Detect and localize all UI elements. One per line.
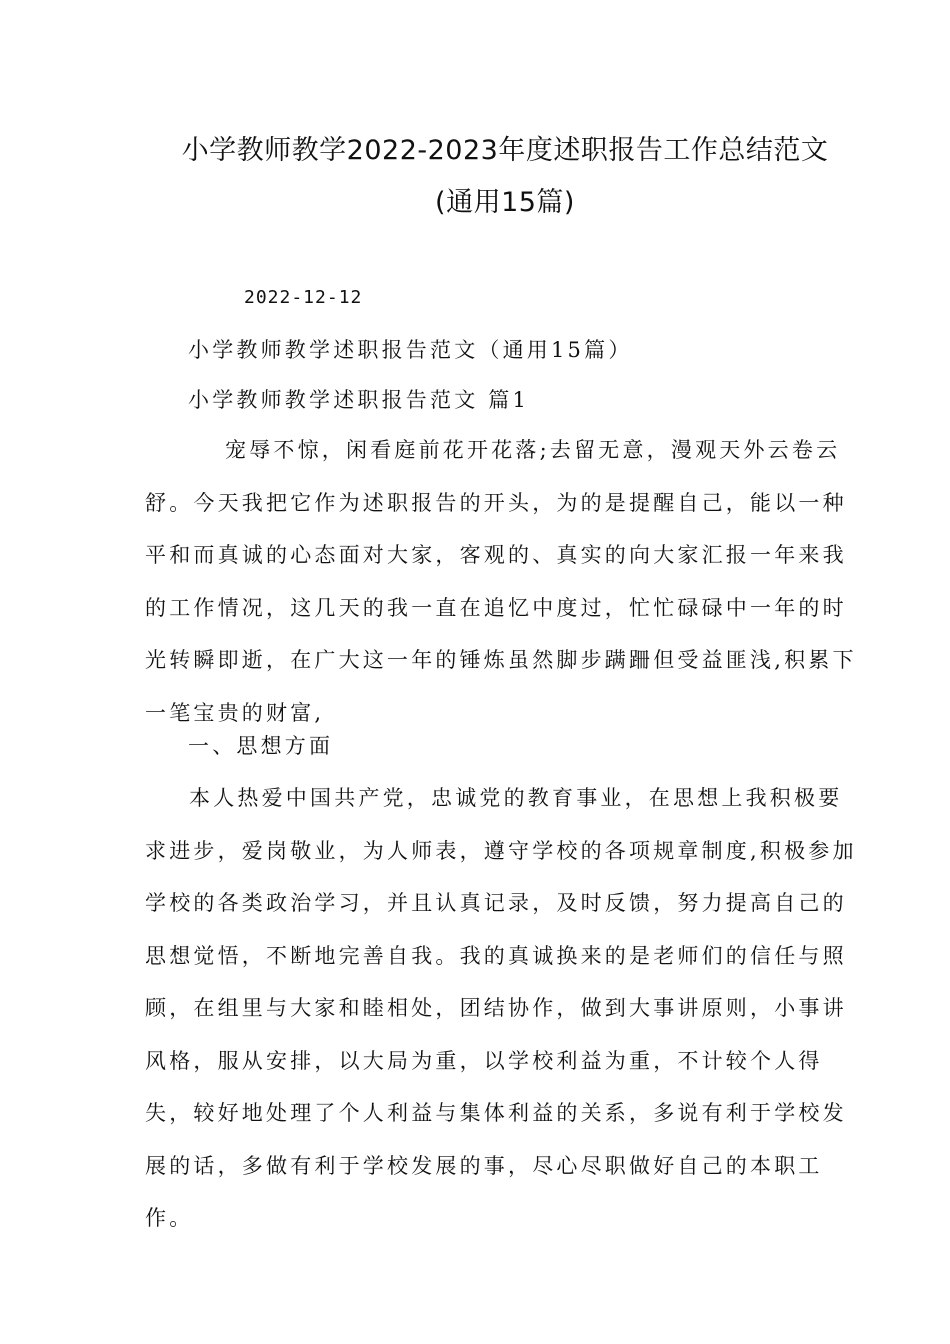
paragraph-line: 本人热爱中国共产党，忠诚党的教育事业，在思想上我积极要 bbox=[189, 786, 843, 810]
paragraph-line: 的工作情况，这几天的我一直在追忆中度过，忙忙碌碌中一年的时 bbox=[145, 595, 847, 620]
paragraph-line: 展的话，多做有利于学校发展的事，尽心尽职做好自己的本职工 bbox=[145, 1153, 823, 1178]
article-heading: 小学教师教学述职报告范文 篇1 bbox=[188, 388, 530, 412]
paragraph-line: 失，较好地处理了个人利益与集体利益的关系，多说有利于学校发 bbox=[145, 1101, 847, 1125]
paragraph-ideology bbox=[145, 772, 857, 1245]
paragraph-line: 风格，服从安排，以大局为重，以学校利益为重，不计较个人得 bbox=[145, 1048, 823, 1073]
paragraph-line: 思想觉悟，不断地完善自我。我的真诚换来的是老师们的信任与照 bbox=[145, 943, 847, 968]
publish-date: 2022-12-12 bbox=[244, 287, 363, 308]
paragraph-line: 顾，在组里与大家和睦相处，团结协作，做到大事讲原则，小事讲 bbox=[145, 996, 847, 1020]
document-title-subline: (通用15篇) bbox=[435, 187, 575, 218]
paragraph-line: 宠辱不惊，闲看庭前花开花落;去留无意，漫观天外云卷云 bbox=[225, 438, 841, 462]
section-heading-ideology: 一、思想方面 bbox=[188, 734, 334, 758]
paragraph-intro bbox=[145, 424, 857, 739]
paragraph-line: 舒。今天我把它作为述职报告的开头，为的是提醒自己，能以一种 bbox=[145, 490, 847, 515]
document-title: 小学教师教学2022-2023年度述职报告工作总结范文 bbox=[181, 135, 829, 166]
paragraph-line: 求进步，爱岗敬业，为人师表，遵守学校的各项规章制度,积极参加 bbox=[145, 838, 857, 863]
paragraph-line: 一笔宝贵的财富, bbox=[145, 700, 325, 725]
paragraph-line: 作。 bbox=[145, 1206, 194, 1230]
paragraph-line: 光转瞬即逝，在广大这一年的锤炼虽然脚步蹒跚但受益匪浅,积累下 bbox=[145, 648, 857, 672]
paragraph-line: 平和而真诚的心态面对大家，客观的、真实的向大家汇报一年来我 bbox=[145, 543, 847, 567]
paragraph-line: 学校的各类政治学习，并且认真记录，及时反馈，努力提高自己的 bbox=[145, 891, 847, 915]
document-subtitle: 小学教师教学述职报告范文（通用15篇） bbox=[188, 338, 633, 362]
